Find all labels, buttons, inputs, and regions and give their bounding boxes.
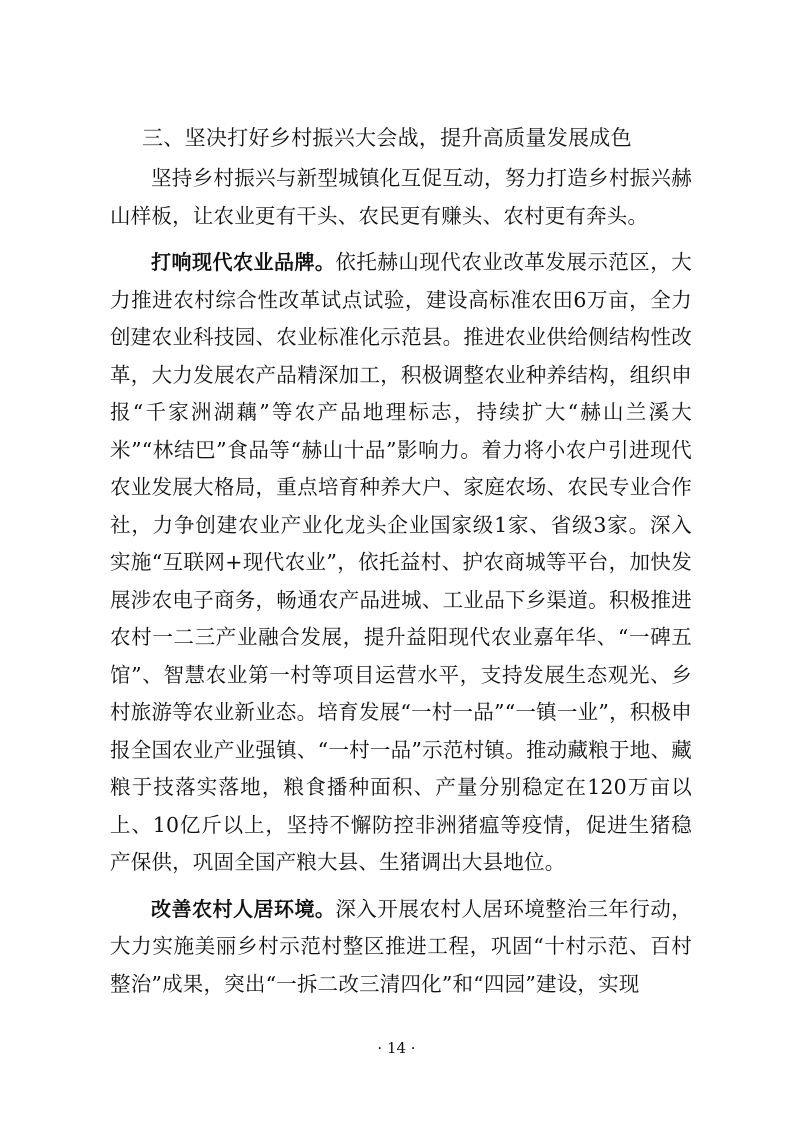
paragraph-living-environment xyxy=(110,891,692,1004)
page-body xyxy=(110,124,692,1003)
paragraph-lead-agriculture-brand: 打响现代农业品牌。 xyxy=(151,250,336,274)
section-heading: 三、坚决打好乡村振兴大会战，提升高质量发展成色 xyxy=(142,126,632,150)
paragraph-agriculture-brand xyxy=(110,244,692,882)
paragraph-text-living-environment: 深入开展农村人居环境整治三年行动，大力实施美丽乡村示范村整区推进工程，巩固“十村示范、百村整治”成果，突出“一拆二改三清四化”和“四园”建设，实现 xyxy=(110,896,692,996)
paragraph-lead-living-environment: 改善农村人居环境。 xyxy=(151,896,336,921)
intro-paragraph: 坚持乡村振兴与新型城镇化互促互动，努力打造乡村振兴赫山样板，让农业更有干头、农民更有赚头、农村更有奔头。 xyxy=(110,166,692,228)
paragraph-text-agriculture-brand: 依托赫山现代农业改革发展示范区，大力推进农村综合性改革试点试验，建设高标准农田6万亩，全力创建农业科技园、农业标准化示范县。推进农业供给侧结构性改革，大力发展农产品精深加工，积极调整农业种养结构，组织申报“千家洲湖藕”等农产品地理标志，持续扩大“赫山兰溪大米”“林结巴”食品等“赫山十品”影响力。着力将小农户引进现代农业发展大格局，重点培育种养大户、家庭农场、农民专业合作社，力争创建农业产业化龙头企业国家级1家、省级3家。深入实施“互联网+现代农业”，依托益村、护农商城等平台，加快发展涉农电子商务，畅通农产品进城、工业品下乡渠道。积极推进农村一二三产业融合发展，提升益阳现代农业嘉年华、“一碑五馆”、智慧农业第一村等项目运营水平，支持发展生态观光、乡村旅游等农业新业态。培育发展“一村一品”“一镇一业”，积极申报全国农业产业强镇、“一村一品”示范村镇。推动藏粮于地、藏粮于技落实落地，粮食播种面积、产量分别稳定在120万亩以上、10亿斤以上，坚持不懈防控非洲猪瘟等疫情，促进生猪稳产保供，巩固全国产粮大县、生猪调出大县地位。 xyxy=(110,250,692,874)
page-number: · 14 · xyxy=(377,1039,416,1057)
